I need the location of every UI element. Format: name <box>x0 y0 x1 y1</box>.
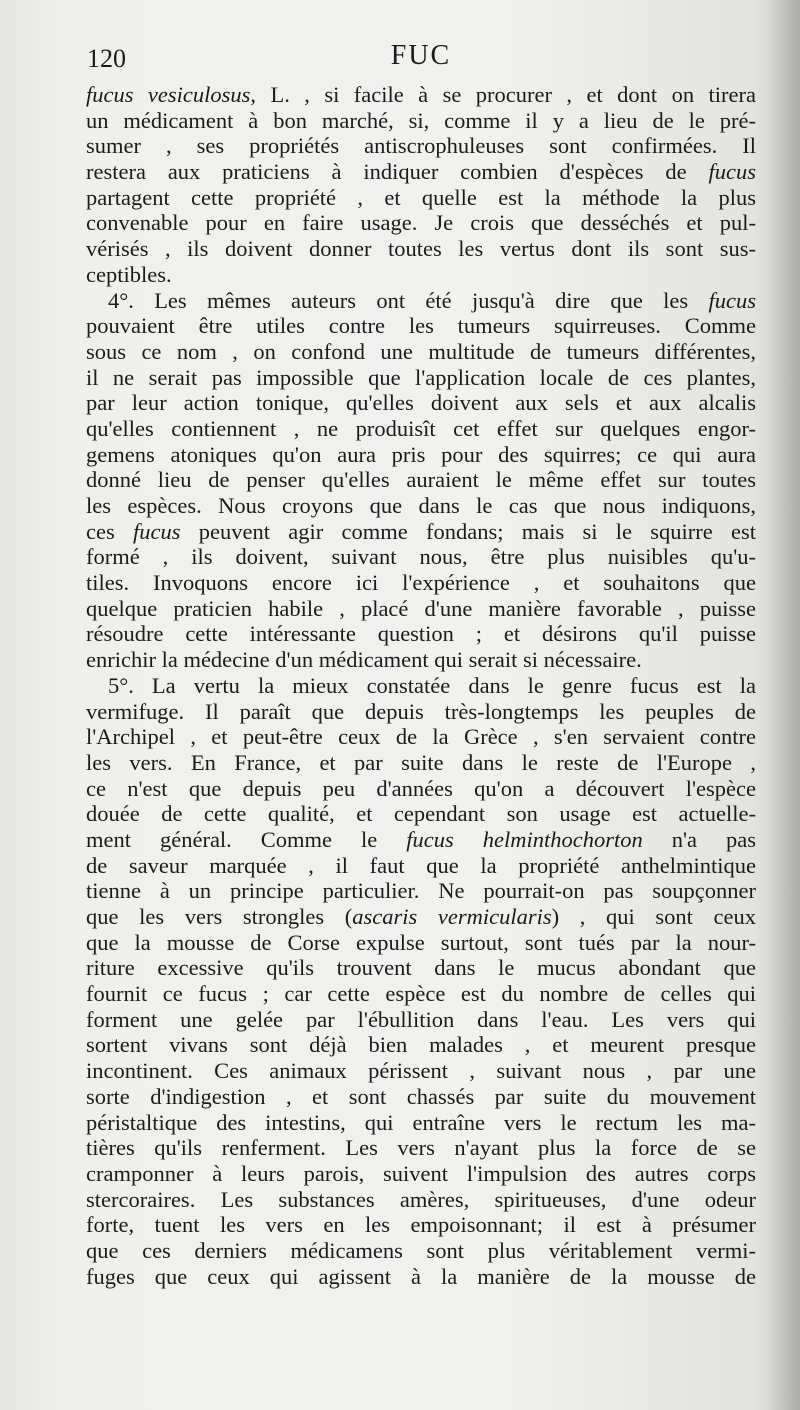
text-segment: que la mousse de Corse expulse surtout, sont tués par la nour- <box>86 929 756 955</box>
text-line <box>86 570 756 596</box>
text-line <box>86 236 756 262</box>
text-segment: sorte d'indigestion , et sont chassés par suite du mouvement <box>86 1083 756 1109</box>
text-segment: fournit ce fucus ; car cette espèce est du nombre de celles qui <box>86 981 756 1007</box>
text-line <box>86 673 756 699</box>
text-line <box>86 1161 756 1187</box>
text-segment: incontinent. Ces animaux périssent , suivant nous , par une <box>86 1058 756 1084</box>
text-segment: les vers. En France, et par suite dans le reste de l'Europe , <box>86 749 756 775</box>
text-line <box>86 262 756 288</box>
italic-text: fucus <box>708 159 756 185</box>
text-line <box>86 1187 756 1213</box>
text-segment: pouvaient être utiles contre les tumeurs squirreuses. Comme <box>86 313 756 339</box>
text-segment: sous ce nom , on confond une multitude de tumeurs différentes, <box>86 338 756 364</box>
text-segment: partagent cette propriété , et quelle est la méthode la plus <box>86 184 756 210</box>
text-segment: que les vers strongles ( <box>86 904 353 929</box>
text-line <box>86 827 756 853</box>
text-segment: tiles. Invoquons encore ici l'expérience , et souhaitons que <box>86 570 756 596</box>
text-line <box>86 853 756 879</box>
text-line <box>86 82 756 108</box>
text-segment: formé , ils doivent, suivant nous, être plus nuisibles qu'u- <box>86 544 756 570</box>
text-line <box>86 801 756 827</box>
text-line <box>86 1238 756 1264</box>
text-line <box>86 159 756 185</box>
text-line <box>86 313 756 339</box>
text-line <box>86 750 756 776</box>
text-segment: forment une gelée par l'ébullition dans l'eau. Les vers qui <box>86 1006 756 1032</box>
text-segment: vermifuge. Il paraît que depuis très-longtemps les peuples de <box>86 698 756 724</box>
text-segment: stercoraires. Les substances amères, spiritueuses, d'une odeur <box>86 1186 756 1212</box>
text-line <box>86 981 756 1007</box>
text-line <box>86 390 756 416</box>
text-segment: un médicament à bon marché, si, comme il y a lieu de le pré- <box>86 107 756 133</box>
text-segment: n'a pas <box>642 826 756 852</box>
text-segment: restera aux praticiens à indiquer combien d'espèces de <box>86 159 709 185</box>
text-line <box>86 776 756 802</box>
text-segment: ment général. Comme le <box>86 826 407 852</box>
text-segment: donné lieu de penser qu'elles auraient le même effet sur toutes <box>86 467 756 493</box>
text-segment: quelque praticien habile , placé d'une manière favorable , puisse <box>86 595 756 621</box>
text-segment: l'Archipel , et peut-être ceux de la Grèce , s'en servaient contre <box>86 724 756 750</box>
text-segment: tières qu'ils renferment. Les vers n'ayant plus la force de se <box>86 1135 756 1161</box>
text-segment: résoudre cette intéressante question ; et désirons qu'il puisse <box>86 621 756 647</box>
text-line <box>86 1007 756 1033</box>
italic-text: ascaris vermicularis <box>352 904 552 929</box>
text-segment: peuvent agir comme fondans; mais si le squirre est <box>180 518 756 544</box>
text-segment: sumer , ses propriétés antiscrophuleuses sont confirmées. Il <box>86 133 756 159</box>
text-line <box>86 621 756 647</box>
text-segment: riture excessive qu'ils trouvent dans le mucus abondant que <box>86 955 756 981</box>
text-line <box>86 416 756 442</box>
text-segment: fuges que ceux qui agissent à la manière de la mousse de <box>86 1263 756 1289</box>
text-segment: gemens atoniques qu'on aura pris pour des squirres; ce qui aura <box>86 441 756 467</box>
text-segment: qu'elles contiennent , ne produisît cet effet sur quelques engor- <box>86 415 756 441</box>
text-line <box>86 1135 756 1161</box>
text-line <box>86 365 756 391</box>
italic-text: fucus vesiculosus <box>86 82 251 107</box>
text-line <box>86 955 756 981</box>
text-segment: forte, tuent les vers en les empoisonnant; il est à présumer <box>86 1212 756 1238</box>
text-line <box>86 467 756 493</box>
text-segment: il ne serait pas impossible que l'application locale de ces plantes, <box>86 364 756 390</box>
text-line <box>86 339 756 365</box>
text-line <box>86 930 756 956</box>
text-line <box>86 185 756 211</box>
page-gutter-shadow <box>766 0 800 1410</box>
body-text <box>86 82 756 1289</box>
text-segment: enrichir la médecine d'un médicament qui serait si nécessaire. <box>86 647 642 673</box>
text-line <box>86 442 756 468</box>
text-line <box>86 133 756 159</box>
italic-text: fucus <box>708 287 756 313</box>
text-line <box>86 1264 756 1290</box>
text-segment: ces <box>86 518 133 544</box>
text-line <box>86 493 756 519</box>
text-line <box>86 904 756 930</box>
text-line <box>86 1212 756 1238</box>
text-line <box>86 724 756 750</box>
text-line <box>86 1058 756 1084</box>
text-line <box>86 647 756 673</box>
text-segment: ceptibles. <box>86 261 172 287</box>
text-line <box>86 699 756 725</box>
text-segment: de saveur marquée , il faut que la propriété anthelmintique <box>86 852 756 878</box>
page-number: 120 <box>87 44 126 73</box>
text-segment: les espèces. Nous croyons que dans le cas que nous indiquons, <box>86 493 756 518</box>
text-segment: vérisés , ils doivent donner toutes les vertus dont ils sont sus- <box>86 236 756 262</box>
page-header <box>87 40 755 80</box>
text-line <box>86 210 756 236</box>
text-segment: douée de cette qualité, et cependant son usage est actuelle- <box>86 801 756 827</box>
italic-text: fucus <box>133 518 181 544</box>
text-line <box>86 519 756 545</box>
text-segment: cramponner à leurs parois, suivent l'impulsion des autres corps <box>86 1160 756 1186</box>
text-segment: péristaltique des intestins, qui entraîne vers le rectum les ma- <box>86 1109 756 1135</box>
text-line <box>86 878 756 904</box>
text-line <box>86 288 756 314</box>
text-line <box>86 1110 756 1136</box>
text-line <box>86 1084 756 1110</box>
text-segment: que ces derniers médicamens sont plus véritablement vermi- <box>86 1237 756 1263</box>
text-line <box>86 544 756 570</box>
text-line <box>86 1032 756 1058</box>
text-segment: 4°. Les mêmes auteurs ont été jusqu'à dire que les <box>108 287 709 313</box>
running-head: FUC <box>390 40 452 71</box>
text-line <box>86 108 756 134</box>
text-line <box>86 596 756 622</box>
text-segment: par leur action tonique, qu'elles doivent aux sels et aux alcalis <box>86 390 756 416</box>
text-segment: convenable pour en faire usage. Je crois que desséchés et pul- <box>86 210 756 236</box>
text-segment: ce n'est que depuis peu d'années qu'on a découvert l'espèce <box>86 775 756 801</box>
text-segment: , L. , si facile à se procurer , et dont on tirera <box>250 82 756 107</box>
text-segment: sortent vivans sont déjà bien malades , et meurent presque <box>86 1032 756 1058</box>
italic-text: fucus helminthochorton <box>406 826 643 852</box>
text-segment: 5°. La vertu la mieux constatée dans le genre fucus est la <box>108 672 756 698</box>
text-segment: ) , qui sont ceux <box>551 904 756 929</box>
text-segment: tienne à un principe particulier. Ne pourrait-on pas soupçonner <box>86 878 756 904</box>
